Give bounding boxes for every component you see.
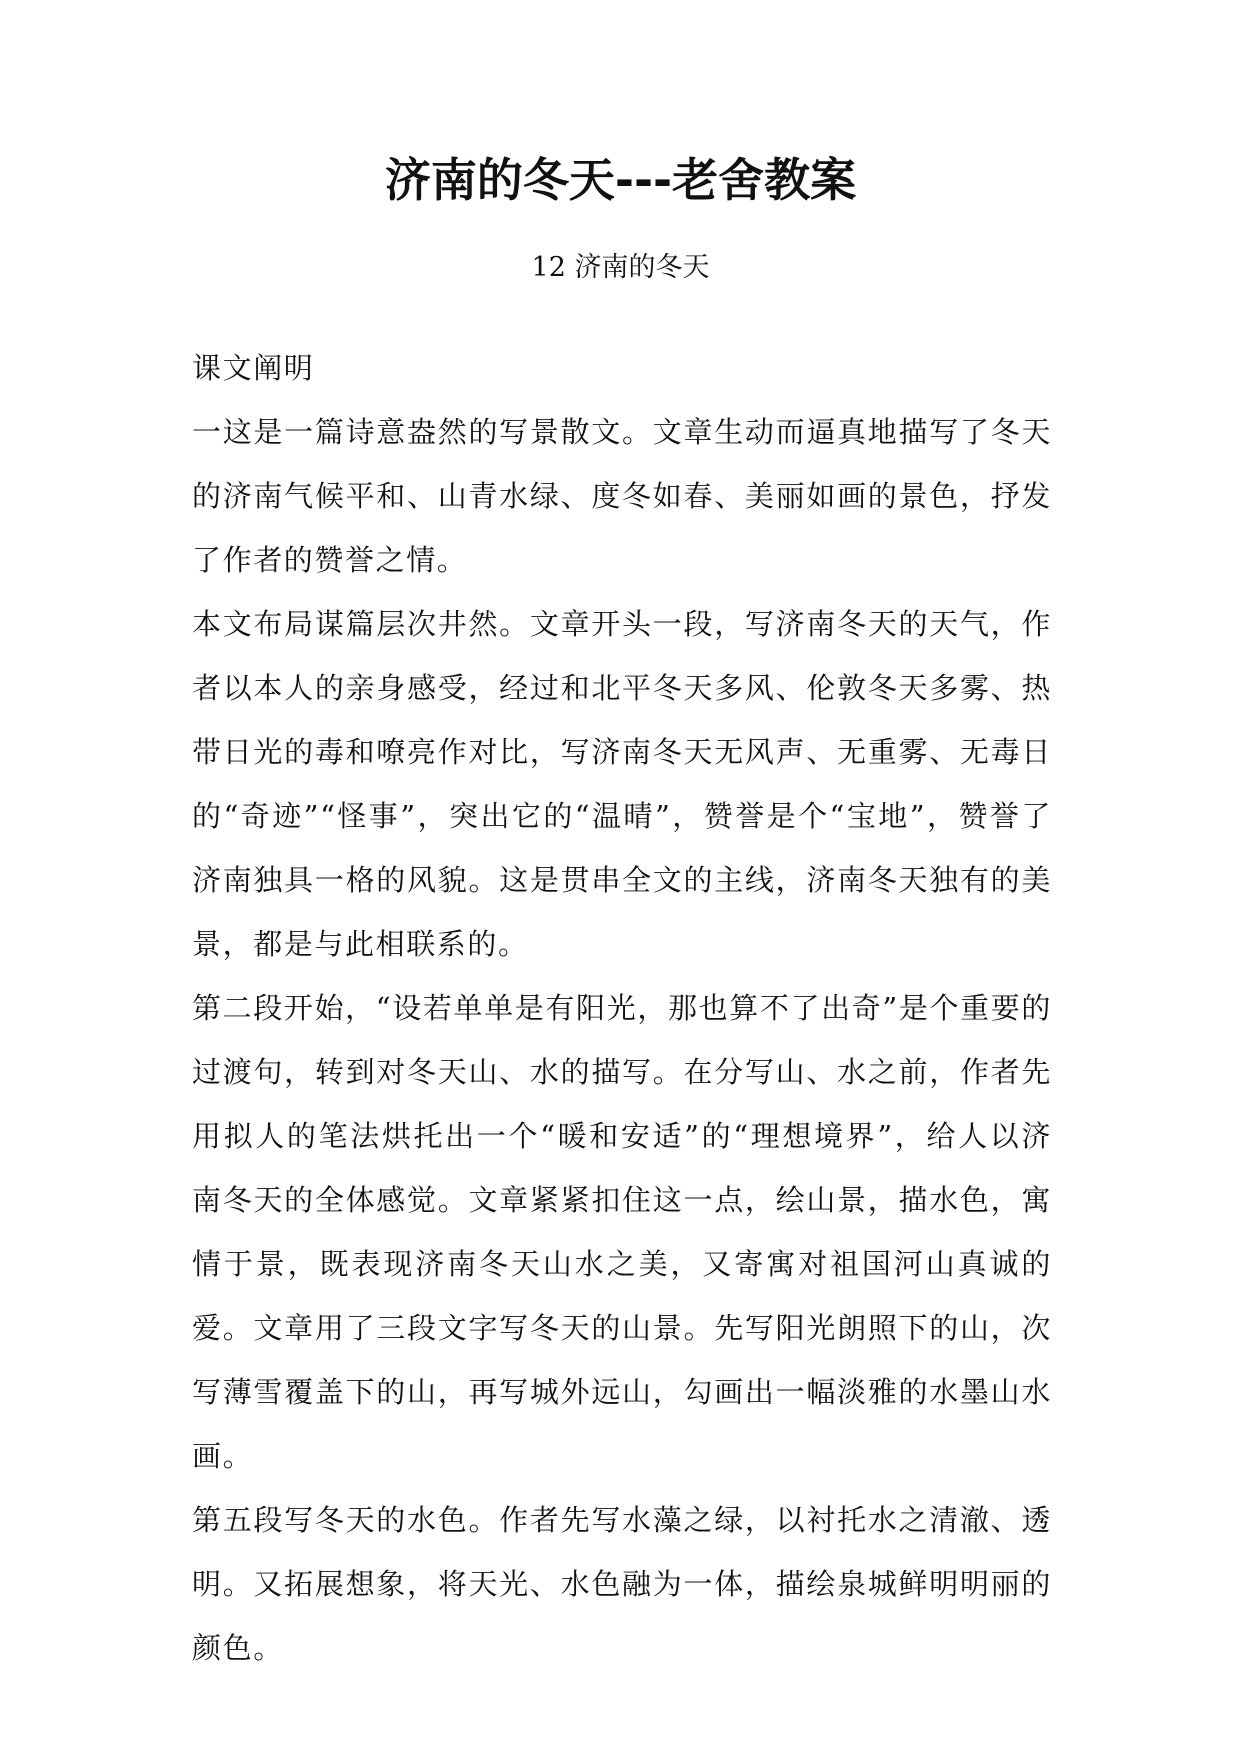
paragraph-water: 第五段写冬天的水色。作者先写水藻之绿，以衬托水之清澈、透明。又拓展想象，将天光、水色融为一体，描绘泉城鲜明明丽的颜色。 xyxy=(192,1503,1052,1665)
lesson-subtitle: 12 济南的冬天 xyxy=(531,252,710,283)
document-title: 济南的冬天---老舍教案 xyxy=(384,153,857,207)
paragraph-structure: 本文布局谋篇层次井然。文章开头一段，写济南冬天的天气，作者以本人的亲身感受，经过和北平冬天多风、伦敦冬天多雾、热带日光的毒和嘹亮作对比，写济南冬天无风声、无重雾、无毒日的“奇迹”“怪事”，突出它的“温晴”，赞誉是个“宝地”，赞誉了济南独具一格的风貌。这是贯串全文的主线，济南冬天独有的美景，都是与此相联系的。 xyxy=(192,607,1052,961)
paragraph-intro: 一这是一篇诗意盎然的写景散文。文章生动而逼真地描写了冬天的济南气候平和、山青水绿、度冬如春、美丽如画的景色，抒发了作者的赞誉之情。 xyxy=(192,415,1052,577)
section-heading: 课文阐明 xyxy=(192,351,315,385)
paragraph-transition: 第二段开始，“设若单单是有阳光，那也算不了出奇”是个重要的过渡句，转到对冬天山、水的描写。在分写山、水之前，作者先用拟人的笔法烘托出一个“暖和安适”的“理想境界”，给人以济南冬天的全体感觉。文章紧紧扣住这一点，绘山景，描水色，寓情于景，既表现济南冬天山水之美，又寄寓对祖国河山真诚的爱。文章用了三段文字写冬天的山景。先写阳光朗照下的山，次写薄雪覆盖下的山，再写城外远山，勾画出一幅淡雅的水墨山水画。 xyxy=(192,991,1052,1473)
document-body xyxy=(192,336,1052,1680)
